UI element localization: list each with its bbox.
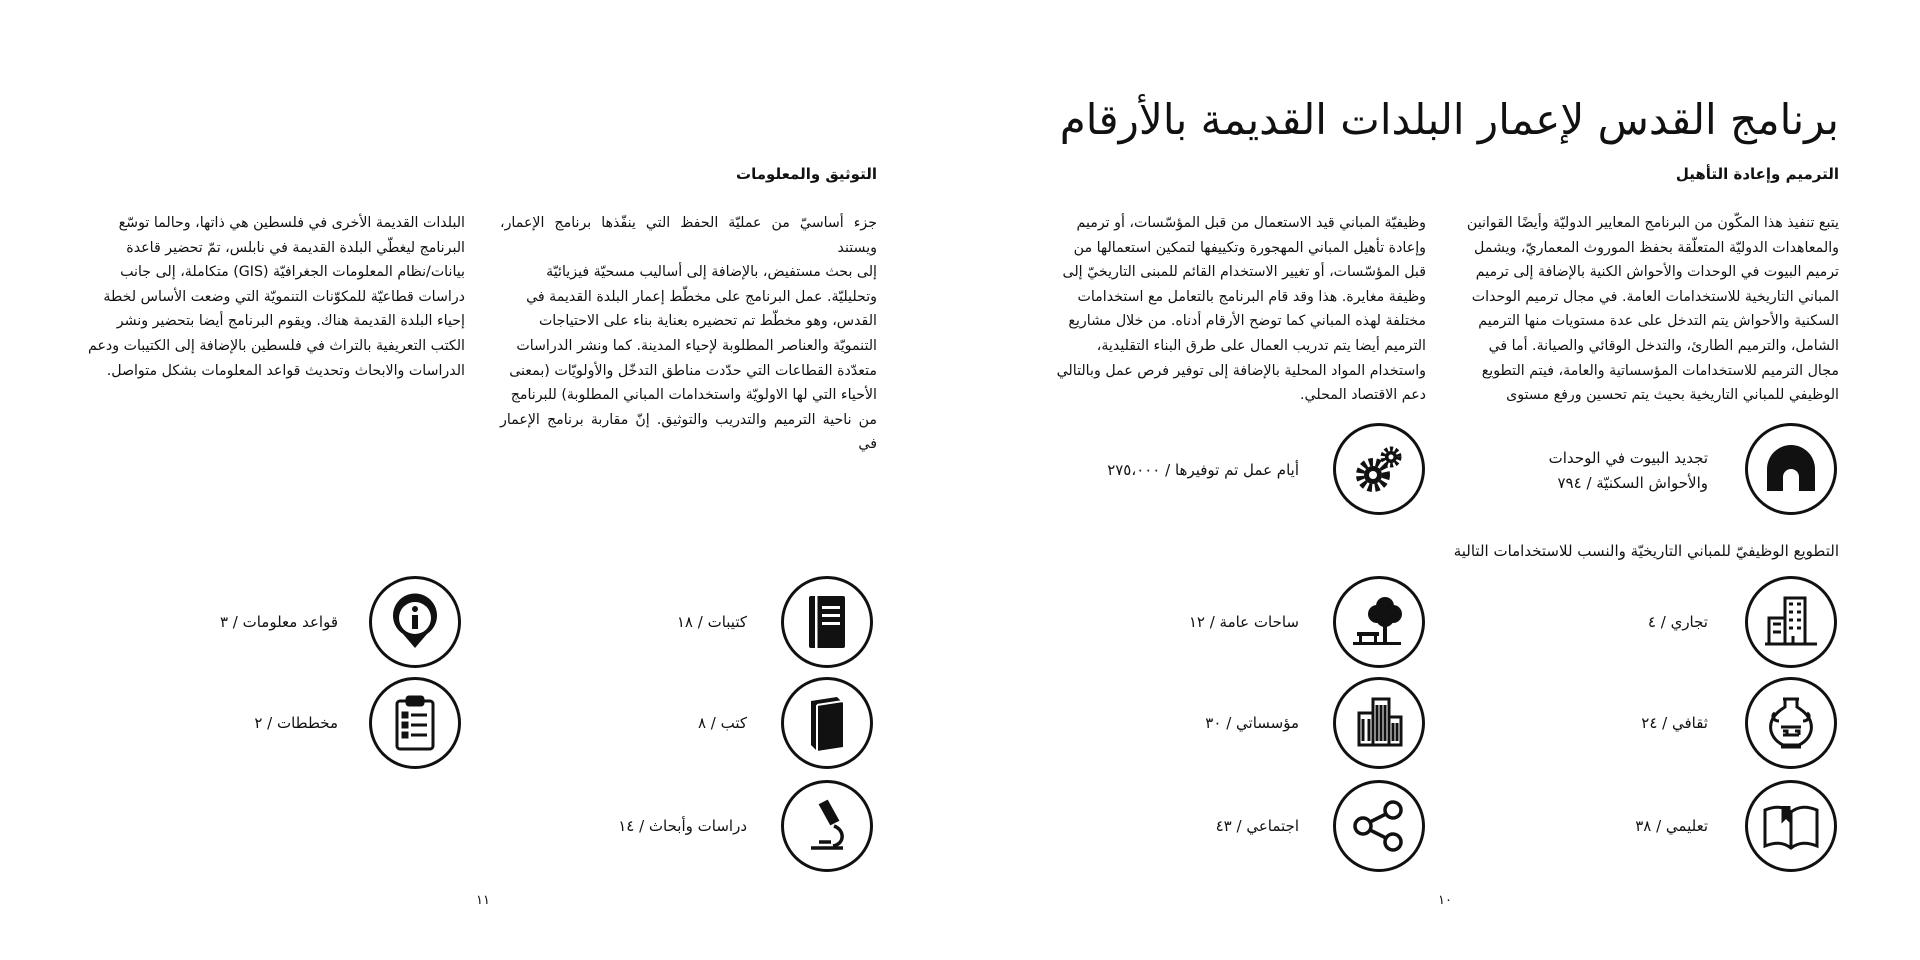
plans-stat: مخططات / ٢ xyxy=(254,714,338,732)
institutional-stat: مؤسساتي / ٣٠ xyxy=(1205,714,1299,732)
page-title: برنامج القدس لإعمار البلدات القديمة بالأرقام xyxy=(1059,95,1839,144)
gears-icon xyxy=(1333,423,1425,515)
tree-bench-icon xyxy=(1333,576,1425,668)
commercial-stat: تجاري / ٤ xyxy=(1647,613,1708,631)
restoration-paragraph-2: وظيفيّة المباني قيد الاستعمال من قبل المؤسّسات، أو ترميم وإعادة تأهيل المباني المهجورة وتكييفها لتمكين استعمالها من قبل المؤسّسات، أو تغيير الاستخدام القائم للمبنى التاريخيّ إلى وظيفة مغايرة. هذا وقد قام البرنامج بالتعامل مع استخدامات مختلفة لهذه المباني كما توضح الأرقام أدناه. من خلال مشاريع الترميم أيضا يتم تدريب العمال على طرق البناء التقليدية، واستخدام المواد المحلية بالإضافة إلى توفير فرص عمل وبالتالي دعم الاقتصاد المحلي. xyxy=(1056,215,1426,404)
social-stat: اجتماعي / ٤٣ xyxy=(1215,817,1299,835)
office-towers-icon xyxy=(1333,677,1425,769)
shop-building-icon xyxy=(1745,576,1837,668)
books-stat: كتب / ٨ xyxy=(697,714,747,732)
databases-stat: قواعد معلومات / ٣ xyxy=(219,613,338,631)
page-number-right: ١٠ xyxy=(1438,893,1452,908)
public-squares-stat: ساحات عامة / ١٢ xyxy=(1188,613,1299,631)
restoration-paragraph-1: يتبع تنفيذ هذا المكّون من البرنامج المعايير الدوليّة وأيضًا القوانين والمعاهدات الدوليّة المتعلّقة بحفظ الموروث المعماريّ، ويشمل ترميم البيوت في الوحدات والأحواش الكنية بالإضافة إلى ترميم المباني التاريخية للاستخدامات العامة. في مجال ترميم الوحدات السكنية والأحواش يتم التدخل على عدة مستويات منها الترميم الشامل، والترميم الطارئ، والتدخل الوقائي والصيانة. أما في مجال الترميم للاستخدامات المؤسساتية والعامة، فيتم التطويع الوظيفي للمباني التاريخية بحيث يتم تحسين ورفع مستوى xyxy=(1466,215,1839,404)
share-nodes-icon xyxy=(1333,780,1425,872)
housing-stat: تجديد البيوت في الوحدات والأحواش السكنيّة / ٧٩٤ xyxy=(1548,449,1708,492)
page-number-left: ١١ xyxy=(476,893,490,908)
info-pin-icon xyxy=(369,576,461,668)
restoration-heading: الترميم وإعادة التأهيل xyxy=(1675,165,1839,183)
documentation-paragraph-1: جزء أساسيّ من عمليّة الحفظ التي ينفّذها برنامج الإعمار، ويستند إلى بحث مستفيض، بالإضافة إلى أساليب مسحيّة فيزيائيّة وتحليليّة. عمل البرنامج على مخطّط إعمار البلدة القديمة في القدس، وهو مخطّط تم تحضيره بعناية بناء على الاحتياجات التنمويّة والعناصر المطلوبة لإحياء المدينة. كما ونشر الدراسات متعدّدة القطاعات التي حدّدت مناطق التدخّل والأولويّات (بمعنى الأحياء التي لها الاولويّة واستخدامات المباني المطلوبة) للبرنامج من ناحية الترميم والتدريب والتوثيق. إنّ مقاربة برنامج الإعمار في xyxy=(500,215,877,453)
educational-stat: تعليمي / ٣٨ xyxy=(1635,817,1708,835)
documentation-paragraph-2: البلدات القديمة الأخرى في فلسطين هي ذاتها، وحالما توسّع البرنامج ليغطّي البلدة القديمة في نابلس، تمّ تحضير قاعدة بيانات/نظام المعلومات الجغرافيّة (GIS) متكاملة، إلى جانب دراسات قطاعيّة للمكوّنات التنمويّة التي وضعت الأساس لخطة إحياء البلدة القديمة هناك. ويقوم البرنامج أيضا بتحضير ونشر الكتب التعريفية بالتراث في فلسطين بالإضافة إلى الكتيبات ودعم الدراسات والابحاث وتحديث قواعد المعلومات بشكل متواصل. xyxy=(88,215,465,379)
clipboard-icon xyxy=(369,677,461,769)
microscope-icon xyxy=(781,780,873,872)
documentation-heading: التوثيق والمعلومات xyxy=(736,165,877,183)
booklet-icon xyxy=(781,576,873,668)
workdays-stat: أيام عمل تم توفيرها / ٢٧٥،٠٠٠ xyxy=(1107,461,1299,479)
studies-stat: دراسات وأبحاث / ١٤ xyxy=(618,817,747,835)
functional-heading: التطويع الوظيفيّ للمباني التاريخيّة والنسب للاستخدامات التالية xyxy=(1453,542,1839,560)
booklets-stat: كتيبات / ١٨ xyxy=(676,613,747,631)
vase-icon xyxy=(1745,677,1837,769)
cultural-stat: ثقافي / ٢٤ xyxy=(1641,714,1708,732)
arched-house-icon xyxy=(1745,423,1837,515)
book-icon xyxy=(781,677,873,769)
open-book-icon xyxy=(1745,780,1837,872)
